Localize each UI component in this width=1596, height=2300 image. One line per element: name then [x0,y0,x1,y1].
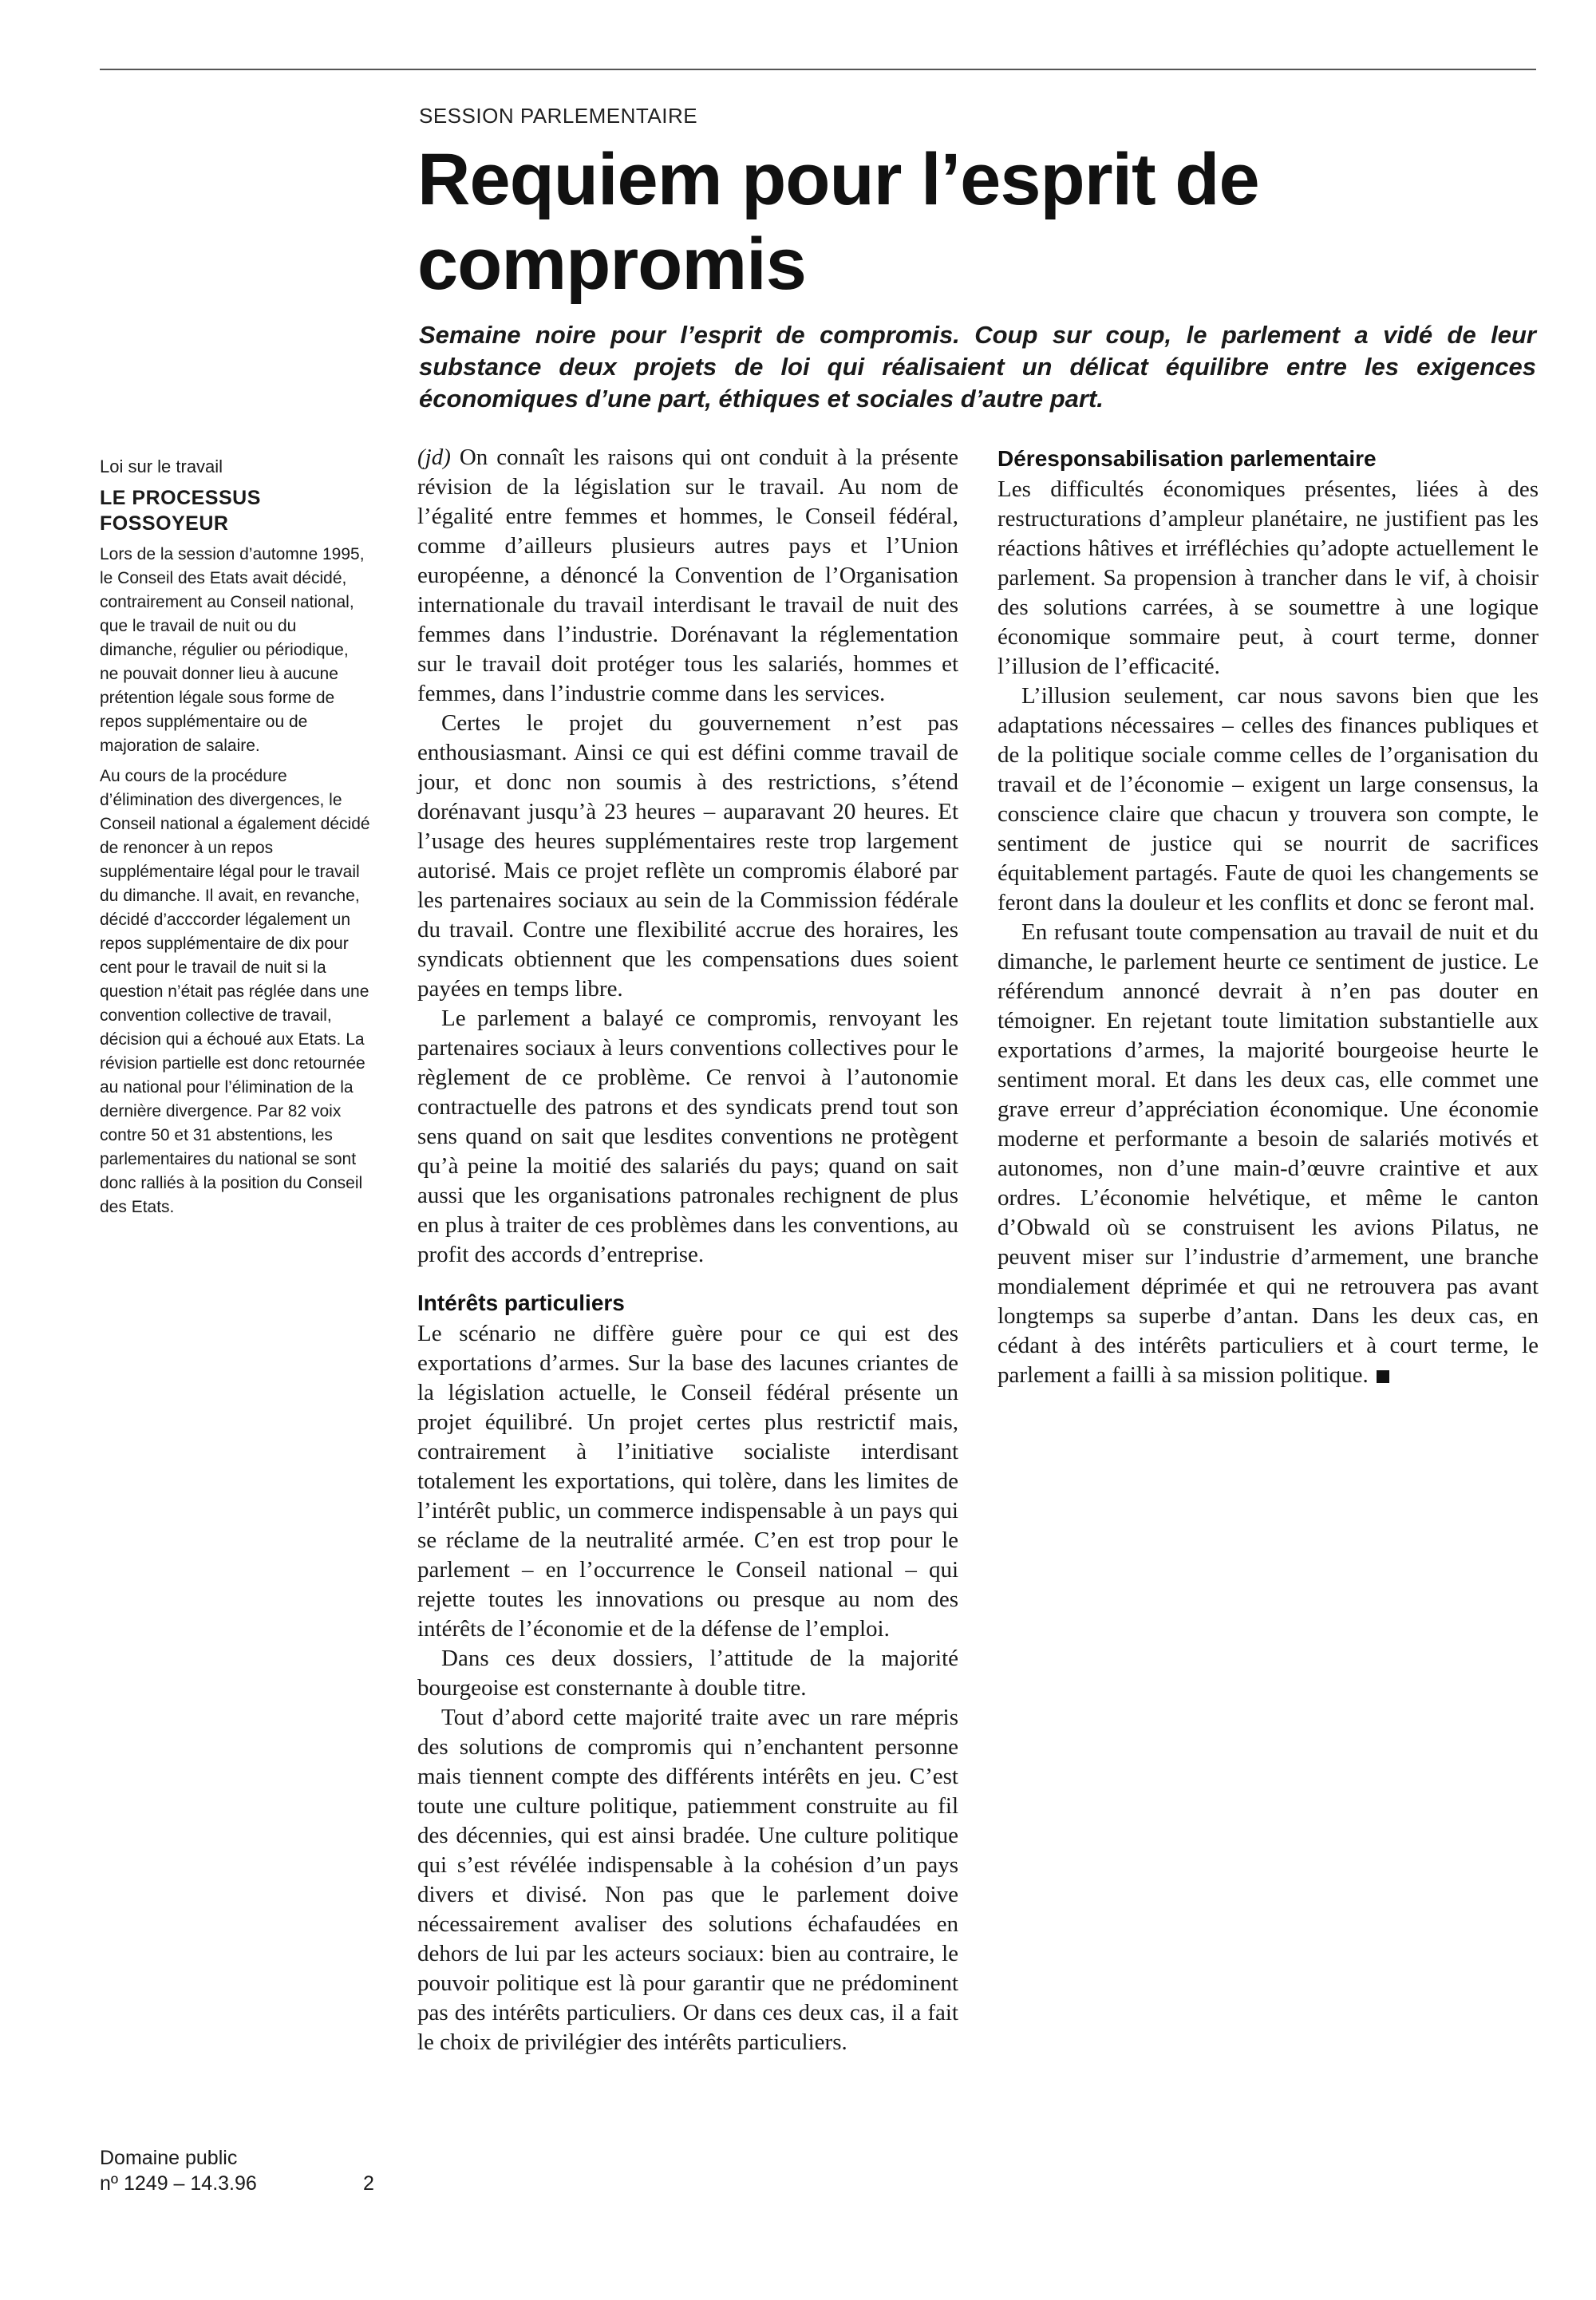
page-footer [100,2145,379,2196]
article-paragraph: Le parlement a balayé ce compromis, renvoyant les partenaires sociaux à leurs conventions collectives pour le règlement de ce problème. Ce renvoi à l’autonomie contractuelle des patrons et des syndicats prend tout son sens quand on sait que lesdites conventions ne protègent qu’à peine la moitié des salariés du pays; quand on sait aussi que les organisations patronales rechignent de plus en plus à traiter de ces problèmes dans les conventions, au profit des accords d’entreprise. [417,1006,958,1267]
article-paragraph: Dans ces deux dossiers, l’attitude de la majorité bourgeoise est consternante à double titre. [417,1646,958,1701]
sidebar-box [100,455,371,1226]
sidebar-paragraph: Lors de la session d’automne 1995, le Conseil des Etats avait décidé, contrairement au Conseil national, que le travail de nuit ou du dimanche, régulier ou périodique, ne pouvait donner lieu à aucune prétention légale sous forme de repos supplémentaire ou de majoration de salaire. [100,545,365,755]
article-paragraph: Les difficultés économiques présentes, liées à des restructurations d’ampleur planétaire, ne justifient pas les réactions hâtives et irréfléchies qu’adopte actuellement le parlement. Sa propension à trancher dans le vif, à choisir des solutions carrées, à se soumettre à une logique économique sommaire peut, à court terme, donner l’illusion de l’efficacité. [998,476,1539,679]
sidebar-paragraph: Au cours de la procédure d’élimination des divergences, le Conseil national a également décidé de renoncer à un repos supplémentaire légal pour le travail du dimanche. Il avait, en revanche, décidé d’acccorder légalement un repos supplémentaire de dix pour cent pour le travail de nuit si la question n’était pas réglée dans une convention collective de travail, décision qui a échoué aux Etats. La révision partielle est donc retournée au national pour l’élimination de la dernière divergence. Par 82 voix contre 50 et 31 abstentions, les parlementaires du national se sont donc ralliés à la position du Conseil des Etats. [100,767,370,1216]
article-column-2 [998,443,1539,1390]
section-kicker: SESSION PARLEMENTAIRE [419,104,698,128]
paragraph-text: On connaît les raisons qui ont conduit à la présente révision de la législation sur le travail. Au nom de l’égalité entre femmes et hommes, le Conseil fédéral, comme d’ailleurs plusieurs autres pays et l’Union européenne, a dénoncé la Convention de l’Organisation internationale du travail interdisant le travail de nuit des femmes dans l’industrie. Dorénavant la réglementation sur le travail doit protéger tous les salariés, hommes et femmes, dans l’industrie comme dans les services. [417,445,959,706]
paragraph-text: En refusant toute compensation au travail de nuit et du dimanche, le parlement heurte ce sentiment de justice. Le référendum annoncé devrait à n’en pas douter en témoigner. En rejetant toute limitation substantielle aux exportations d’armes, la majorité bourgeoise heurte le sentiment moral. Et dans les deux cas, elle commet une grave erreur d’appréciation économique. Une économie moderne et performante a besoin de salariés motivés et autonomes, non d’une main-d’œuvre craintive et aux ordres. L’économie helvétique, et même le canton d’Obwald où se construisent les avions Pilatus, ne peuvent miser sur l’industrie d’armement, une branche mondialement déprimée et qui ne retrouvera pas avant longtemps sa superbe d’antan. Dans les deux cas, en cédant à des intérêts particuliers et à court terme, le parlement a failli à sa mission politique. [998,919,1539,1388]
article-paragraph: L’illusion seulement, car nous savons bien que les adaptations nécessaires – celles des finances publiques et de la politique sociale comme celles de l’organisation du travail et de l’économie – exigent un large consensus, la conscience claire que chacun y trouvera son compte, le sentiment de justice qui se nourrit de sacrifices équitablement partagés. Faute de quoi les changements se feront dans la douleur et les conflits et donc se feront mal. [998,683,1539,915]
article-paragraph: Le scénario ne diffère guère pour ce qui est des exportations d’armes. Sur la base des lacunes criantes de la législation actuelle, le Conseil fédéral présente un projet équilibré. Un projet certes plus restrictif mais, contrairement à l’initiative socialiste interdisant totalement les exportations, qui tolère, dans les limites de l’intérêt public, un commerce indispensable à un pays qui se réclame de la neutralité armée. C’en est trop pour le parlement – en l’occurrence le Conseil national – qui rejette toutes les innovations ou presque au nom des intérêts de l’économie et de la défense de l’emploi. [417,1321,958,1642]
sidebar-kicker: Loi sur le travail [100,456,223,476]
author-initials: (jd) [417,445,451,470]
article-paragraph: Certes le projet du gouvernement n’est pas enthousiasmant. Ainsi ce qui est défini comme travail de jour, et donc non soumis à des restrictions, s’étend dorénavant jusqu’à 23 heures – auparavant 20 heures. Et l’usage des heures supplémentaires reste trop largement autorisé. Mais ce projet reflète un compromis élaboré par les partenaires sociaux au sein de la Commission fédérale du travail. Contre une flexibilité accrue des horaires, les syndicats obtiennent que les compensations dues soient payées en temps libre. [417,710,958,1002]
article-paragraph [417,443,958,709]
article-title: Requiem pour l’esprit de compromis [417,139,1259,305]
top-rule [100,69,1536,70]
article-lead: Semaine noire pour l’esprit de compromis. Coup sur coup, le parlement a vidé de leur substance deux projets de loi qui réalisaient un délicat équilibre entre les exigences économiques d’une part, éthiques et sociales d’autre part. [419,321,1536,413]
article-paragraph: Tout d’abord cette majorité traite avec un rare mépris des solutions de compromis qui n’enchantent personne mais tiennent compte des différents intérêts en jeu. C’est toute une culture politique, patiemment construite au fil des décennies, qui est ainsi bradée. Une culture politique qui s’est révélée indispensable à la cohésion d’un pays divers et divisé. Non pas que le parlement doive nécessairement avaliser des solutions échafaudées en dehors de lui par les acteurs sociaux: bien au contraire, le pouvoir politique est là pour garantir que ne prédominent pas des intérêts particuliers. Or dans ces deux cas, il a fait le choix de privilégier des intérêts particuliers. [417,1705,958,2055]
publication-name: Domaine public [100,2147,238,2169]
end-mark-icon [1377,1370,1389,1383]
section-heading: Intérêts particuliers [417,1290,625,1315]
issue-info: nº 1249 – 14.3.96 [100,2172,257,2195]
page-number: 2 [363,2172,374,2195]
section-heading: Déresponsabilisation parlementaire [998,446,1377,471]
article-column-1 [417,443,958,2057]
sidebar-title: LE PROCESSUS FOSSOYEUR [100,487,261,535]
article-paragraph [998,918,1539,1390]
